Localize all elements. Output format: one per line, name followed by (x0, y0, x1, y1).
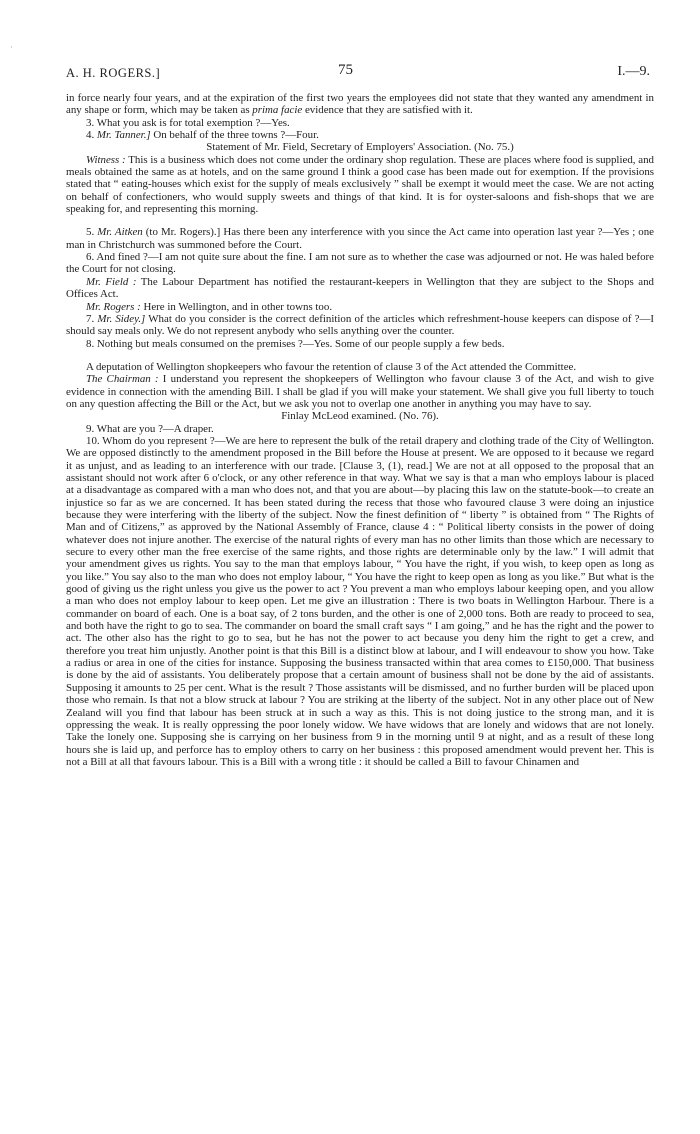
question-7: 7. Mr. Sidey.] What do you consider is the correct definition of the articles which refreshment-house keepers can dispose of ?—I should say meals only. We do not represent anybody who sells anything over the counter. (66, 312, 654, 338)
document-body (66, 92, 654, 768)
question-10: 10. Whom do you represent ?—We are here to represent the bulk of the retail drapery and clothing trade of the City of Wellington. We are opposed distinctly to the amendment proposed in the Bill before the House at present. We are opposed to it because we regard it as unjust, and as leading to an interference with our trade. [Clause 3, (1), read.] We are not at all opposed to the proposal that an assistant should not work after 6 o'clock, or any other reference in that way. What we say is that a man who employs labour is placed at a disadvantage as compared with a man who does not, and that you are about—by placing this law on the statute-book—to create an injustice so far as we are concerned. It has been stated during the recess that those who favoured clause 3 were doing an injustice because they were interfering with the liberty of the subject. Now the finest definition of “ liberty ” is obtained from “ The Rights of Man and of Citizens,” as approved by the National Assembly of France, clause 4 : “ Political liberty consists in the power of doing whatever does not injure another. The exercise of the natural rights of every man has no other limits than those which are necessary to secure to every other man the free exercise of the same rights, and those rights are determinable only by the law.” I will admit that your amendment gives us rights. You say to the man that employs labour, “ You have the right, if you wish, to keep open as long as you like.” You say also to the man who does not employ labour, “ You have the right to keep open as long as you like.” But what is the good of giving us the right unless you give us the power to act ? You prevent a man who employs labour keeping open, and you allow a man who does not employ labour to keep open. Let me give an illustration : There is two boats in Wellington Harbour. There is a commander on board of each. One is a boat say, of 2 tons burden, and the other is one of 2,000 tons. Both are ready to proceed to sea, and both have the right to go to sea. The commander on board the small craft says “ I am going,” and he has the right and the power to act. The other also has the right to go to sea, but he has not the power to act because you deny him the right to get a crew, and therefore you treat him unjustly. Another point is that this Bill is a distinct blow at labour, and I will endeavour to show you how. Take a radius or area in one of the cities for instance. Supposing the business transacted within that area comes to £150,000. That business is done by the aid of assistants. You deliberately propose that a certain amount of business shall not be done by the aid of assistants. Supposing it amounts to 25 per cent. What is the result ? Those assistants will be dismissed, and no further burden will be placed upon those who remain. Is that not a blow struck at labour ? You are striking at the liberty of the subject. Not in any other place out of New Zealand will you find that labour has been struck at in such a way as this. This is not doing justice to the strong man, and it is oppressing the weak. It is really oppressing the poor lonely widow. We have widows that are lonely and widows that are not lonely. Take the lonely one. Supposing she is carrying on her business from 9 in the morning until 9 at night, and as a result of these long hours she is laid up, and perforce has to employ others to carry on her business : this proposed amendment would prevent her. This is not a Bill at all that favours labour. This is a Bill with a wrong title : it should be called a Bill to favour Chinamen and (66, 434, 654, 768)
running-header (66, 62, 650, 82)
header-author: A. H. ROGERS.] (66, 66, 161, 80)
page-number: 75 (338, 62, 353, 78)
margin-mark: · (10, 42, 13, 52)
statement-heading: Statement of Mr. Field, Secretary of Employers' Association. (No. 75.) (206, 141, 514, 154)
question-8: 8. Nothing but meals consumed on the premises ?—Yes. Some of our people supply a few beds. (86, 337, 505, 350)
question-5: 5. Mr. Aitken (to Mr. Rogers).] Has there been any interference with you since the Act came into operation last year ?—Yes ; one man in Christchurch was summoned before the Court. (66, 226, 655, 251)
question-4: 4. Mr. Tanner.] On behalf of the three towns ?—Four. (86, 129, 319, 142)
field-remark: Mr. Field : The Labour Department has notified the restaurant-keepers in Wellington that they are subject to the Shops and Offices Act. (66, 275, 654, 301)
document-reference: I.—9. (617, 64, 650, 79)
paragraph-continued: in force nearly four years, and at the expiration of the first two years the employees did not state that they wanted any amendment in any shape or form, which may be taken as prima facie evidence that they are satisfied with it. (66, 92, 654, 117)
deputation-note: A deputation of Wellington shopkeepers who favour the retention of clause 3 of the Act attended the Committee. (86, 360, 577, 373)
rogers-remark: Mr. Rogers : Here in Wellington, and in other towns too. (86, 300, 333, 313)
examination-heading: Finlay McLeod examined. (No. 76). (281, 410, 439, 423)
question-3: 3. What you ask is for total exemption ?—Yes. (86, 116, 290, 129)
chairman-remark: The Chairman : I understand you represent the shopkeepers of Wellington who favour clause 3 of the Act, and wish to give evidence in connection with the amending Bill. I shall be glad if you will make your statement. We shall give you full liberty to touch on any question affecting the Bill or the Act, but we ask you not to overlap one another in anything you may have to say. (66, 373, 654, 410)
witness-statement: Witness : This is a business which does not come under the ordinary shop regulation. These are places where food is supplied, and meals obtained the same as at hotels, and on the same ground I think a good case has been made out for exemption. If the provisions stated that “ eating-houses which exist for the supply of meals exclusively ” shall be exempt it would meet the case. We are not acting on behalf of confectioners, who would supply sweets and things of that kind. It is for oyster-saloons and fish-shops that we are speaking for, and representing this morning. (66, 153, 654, 216)
question-9: 9. What are you ?—A draper. (86, 422, 214, 435)
question-6: 6. And fined ?—I am not quite sure about the fine. I am not sure as to whether the case was adjourned or not. He was haled before the Court for not closing. (66, 251, 654, 276)
